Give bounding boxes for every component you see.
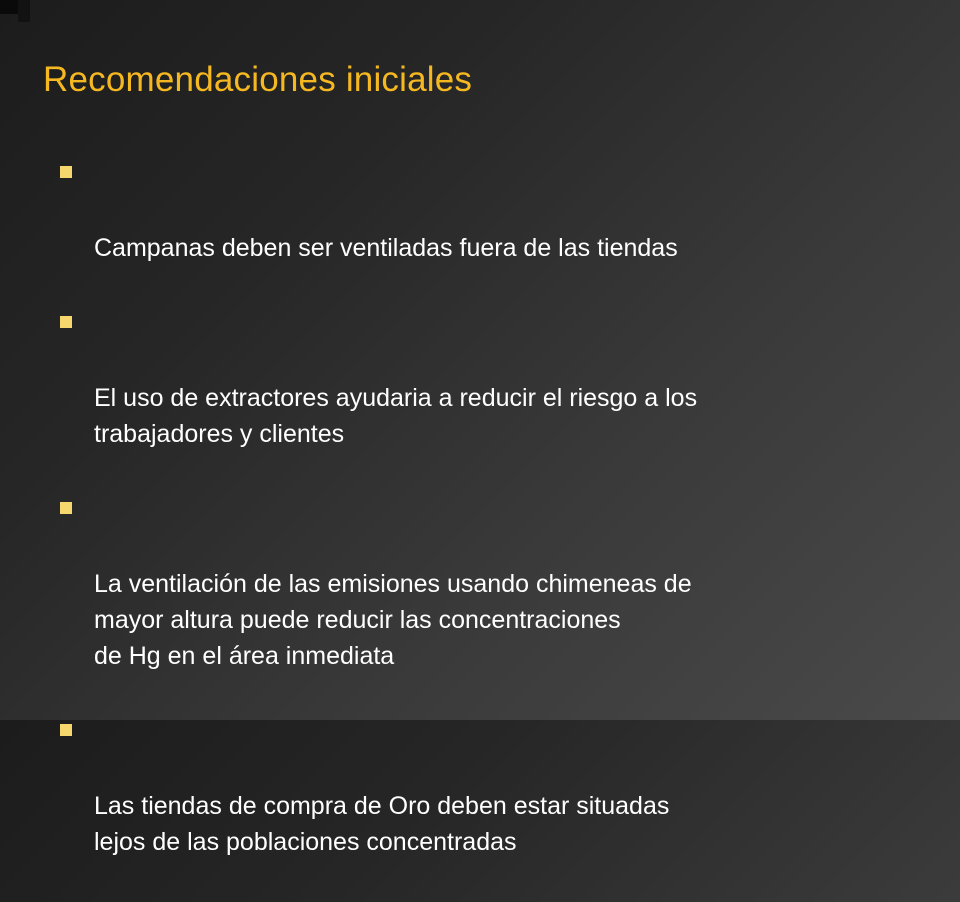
bullet-text: La ventilación de las emisiones usando chimeneas de mayor altura puede reducir las concentraciones de Hg en el área inmediata [94, 570, 692, 670]
slide-title: Recomendaciones iniciales [43, 60, 473, 99]
bullet-text: Las tiendas de compra de Oro deben estar situadas lejos de las poblaciones concentradas [94, 792, 670, 856]
square-bullet-icon [60, 502, 72, 514]
square-bullet-icon [60, 166, 72, 178]
corner-mark-secondary [18, 0, 30, 22]
square-bullet-icon [60, 724, 72, 736]
corner-mark [0, 0, 18, 14]
bullet-item-3 [58, 494, 898, 674]
bullet-list [58, 158, 898, 902]
square-bullet-icon [60, 316, 72, 328]
bullet-item-2 [58, 308, 898, 452]
bullet-item-1 [58, 158, 898, 266]
bullet-text: Campanas deben ser ventiladas fuera de las tiendas [94, 234, 678, 262]
bullet-text: El uso de extractores ayudaria a reducir el riesgo a los trabajadores y clientes [94, 384, 698, 448]
bullet-item-4 [58, 716, 898, 860]
